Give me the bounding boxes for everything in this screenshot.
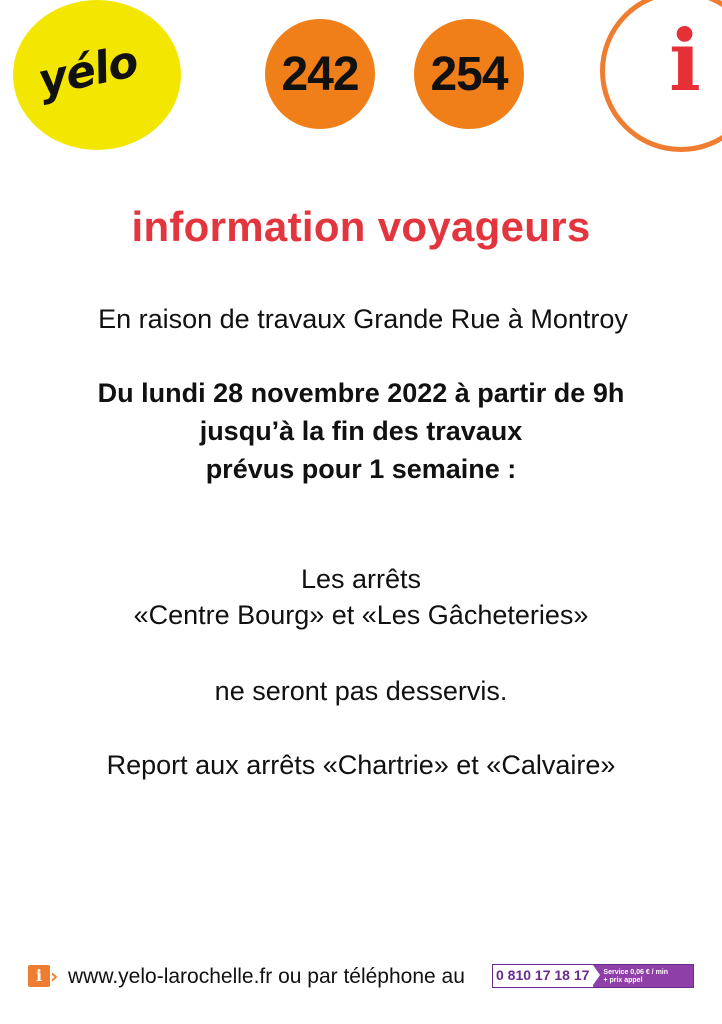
phone-number-box — [492, 964, 694, 988]
yelo-logo — [13, 0, 181, 150]
chevron-right-icon: › — [50, 964, 59, 988]
info-icon: i — [669, 11, 701, 110]
phone-rate-line-2: + prix appel — [603, 977, 643, 984]
footer-website-text: www.yelo-larochelle.fr ou par téléphone au — [68, 965, 465, 988]
line-badge-242: 242 — [265, 19, 375, 129]
phone-rate-line-1: Service 0,06 € / min — [603, 969, 669, 976]
stops-list: «Centre Bourg» et «Les Gâcheteries» — [133, 600, 589, 630]
stops-intro: Les arrêts — [300, 564, 422, 594]
report-stops: Report aux arrêts «Chartrie» et «Calvaire» — [106, 750, 616, 780]
notice-headline: information voyageurs — [131, 203, 591, 250]
notice-period-line-3: prévus pour 1 semaine : — [205, 454, 517, 484]
notice-intro: En raison de travaux Grande Rue à Montroy — [98, 304, 628, 334]
info-icon: i — [28, 965, 50, 987]
notice-period-line-2: jusqu’à la fin des travaux — [199, 416, 523, 446]
phone-rate — [593, 965, 693, 987]
footer-contact — [28, 962, 698, 992]
line-badge-254: 254 — [414, 19, 524, 129]
service-status: ne seront pas desservis. — [214, 676, 508, 706]
phone-number: 0 810 17 18 17 — [493, 965, 593, 987]
yelo-logo-text: yélo — [33, 35, 143, 107]
notice-period-line-1: Du lundi 28 novembre 2022 à partir de 9h — [97, 378, 625, 408]
